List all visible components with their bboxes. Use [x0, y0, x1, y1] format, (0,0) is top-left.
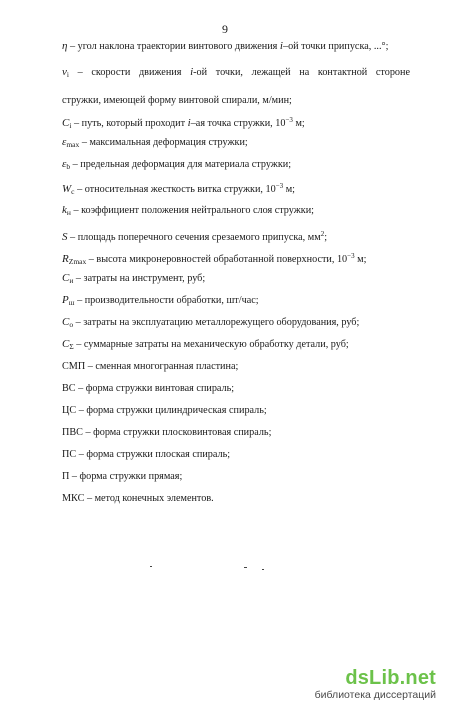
notation-subscript: Σ: [69, 342, 74, 351]
notation-superscript: −3: [285, 116, 293, 124]
notation-symbol: C: [62, 117, 70, 129]
watermark: [315, 667, 436, 702]
abbreviation-line-pvs: [62, 426, 410, 439]
abbreviation-text: СМП – сменная многогранная пластина;: [62, 361, 239, 372]
notation-text: – скорости движения: [68, 67, 191, 78]
notation-symbol: C: [62, 272, 70, 284]
abbreviation-line-smp: [62, 360, 410, 373]
scan-speck: [150, 566, 152, 567]
notation-superscript: −3: [347, 252, 355, 260]
notation-line-tool-cost: [62, 272, 410, 287]
notation-line-total-cost: [62, 338, 410, 353]
notation-text: – затраты на инструмент, руб;: [73, 273, 206, 284]
notation-line-max-deformation: [62, 136, 410, 151]
notation-subscript: и: [69, 276, 74, 285]
abbreviation-line-vs: [62, 382, 410, 395]
notation-text: – высота микронеровностей обработанной поверхности, 10: [86, 254, 348, 265]
notation-text: – коэффициент положения нейтрального слоя стружки;: [70, 205, 314, 216]
watermark-caption: библиотека диссертаций: [314, 689, 436, 701]
notation-text: – предельная деформация для материала стружки;: [70, 159, 292, 170]
abbreviation-line-cs: [62, 404, 410, 417]
notation-text: – затраты на эксплуатацию металлорежущего оборудования, руб;: [73, 317, 360, 328]
notation-text-end: м;: [283, 184, 295, 195]
abbreviation-text: МКС – метод конечных элементов.: [62, 493, 214, 504]
notation-line-productivity: [62, 294, 410, 309]
notation-text: – путь, который проходит: [71, 118, 188, 129]
abbreviation-text: ЦС – форма стружки цилиндрическая спираль;: [62, 405, 267, 416]
notation-symbol: C: [62, 316, 70, 328]
notation-symbol: η: [62, 40, 68, 52]
notation-text-continued: -ой точки, лежащей на контактной стороне: [193, 67, 410, 78]
notation-text: – относительная жесткость витка стружки, 10: [74, 184, 276, 195]
notation-subscript: н: [66, 208, 71, 217]
notation-line-continuation: [62, 94, 410, 107]
notation-symbol: ε: [62, 158, 67, 170]
scan-speck: [244, 567, 247, 568]
notation-line-eta: [62, 40, 410, 53]
notation-line-equipment-cost: [62, 316, 410, 331]
notation-subscript: о: [69, 320, 74, 329]
notation-symbol: ε: [62, 136, 67, 148]
abbreviation-line-p: [62, 470, 410, 483]
notation-subscript: i: [66, 70, 69, 79]
notation-line-velocity: [62, 66, 410, 81]
notation-text: – максимальная деформация стружки;: [79, 137, 248, 148]
notation-symbol: W: [62, 183, 72, 195]
abbreviation-text: ПС – форма стружки плоская спираль;: [62, 449, 231, 460]
abbreviation-text: П – форма стружки прямая;: [62, 471, 183, 482]
abbreviation-line-ps: [62, 448, 410, 461]
notation-line-roughness: [62, 250, 410, 268]
notation-subscript: c: [71, 187, 75, 196]
abbreviation-line-mks: [62, 492, 410, 505]
notation-italic: i: [279, 40, 283, 52]
notation-italic: i: [190, 66, 194, 78]
notation-symbol: v: [62, 66, 67, 78]
page-number: 9: [222, 22, 228, 36]
notation-text: – угол наклона траектории винтового движения: [67, 41, 280, 52]
notation-symbol: P: [62, 294, 69, 306]
notation-symbol: R: [62, 253, 69, 265]
notation-text-end: м;: [354, 254, 367, 265]
notation-line-neutral-layer: [62, 204, 410, 219]
notation-text-continued: –ая точка стружки, 10: [190, 118, 286, 129]
abbreviation-text: ВС – форма стружки винтовая спираль;: [62, 383, 235, 394]
notation-subscript: Zmax: [68, 257, 87, 266]
notation-text-end: ;: [324, 232, 328, 243]
notation-text: – площадь поперечного сечения срезаемого припуска, мм: [67, 232, 321, 243]
notation-text-continued: –ой точки припуска, ...°;: [282, 41, 389, 52]
abbreviation-text: ПВС – форма стружки плосковинтовая спираль;: [62, 427, 272, 438]
notation-subscript: ш: [68, 298, 75, 307]
notation-symbol: k: [62, 204, 67, 216]
notation-superscript: −3: [275, 182, 284, 190]
notation-text: – суммарные затраты на механическую обработку детали, руб;: [73, 339, 349, 350]
notation-subscript: max: [66, 140, 80, 149]
notation-line-path: [62, 114, 410, 132]
notation-symbol: S: [62, 231, 68, 243]
notation-text: – производительности обработки, шт/час;: [74, 295, 259, 306]
notation-symbol: C: [62, 338, 70, 350]
notation-italic: i: [187, 117, 191, 129]
notation-subscript: b: [66, 162, 71, 171]
notation-text-end: м;: [292, 118, 305, 129]
watermark-brand: dsLib.net: [345, 667, 436, 689]
notation-text: стружки, имеющей форму винтовой спирали, м/мин;: [62, 95, 292, 106]
notation-line-area: [62, 228, 410, 244]
notation-line-limit-deformation: [62, 158, 410, 173]
notation-line-stiffness: [62, 180, 410, 198]
notation-superscript: 2: [320, 230, 325, 238]
scan-speck: [262, 569, 264, 570]
notation-subscript: i: [69, 121, 72, 130]
